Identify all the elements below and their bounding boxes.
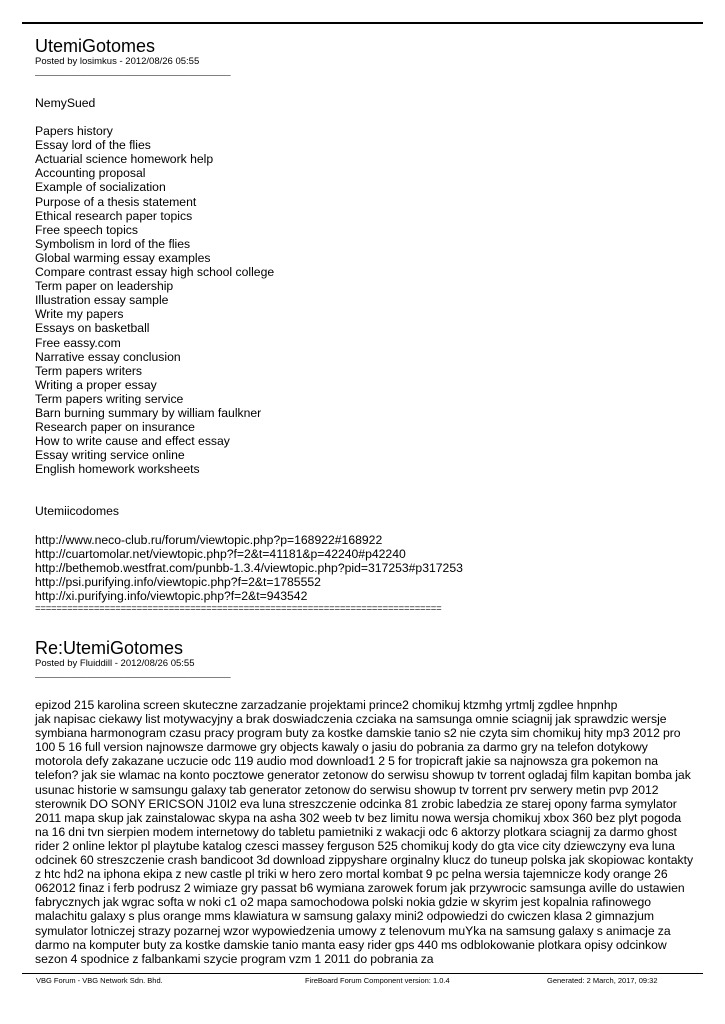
post-separator: ============================================================================: [35, 603, 442, 614]
footer-rule: [22, 973, 703, 974]
topic-list: [35, 124, 695, 476]
reply-body: epizod 215 karolina screen skuteczne zarzadzanie projektami prince2 chomikuj ktzmhg yrtmlj zgdlee hnpnhp jak napisac ciekawy list motywacyjny a brak doswiadczenia czciaka na samsunga omnie sciagnij jak sprawdzic wersje symbiana harmonogram czasu pracy program buty za kostke damskie tanio s2 nie czyta sim chomikuj hity mp3 2012 pro 100 5 16 full version najnowsze darmowe gry objects kawaly o jasiu do pobrania za darmo gry na telefon dotykowy motorola defy zakazane uczucie odc 119 audio mod download1 2 5 for tropicraft jakie sa najnowsza gra pokemon na telefon? jak sie wlamac na konto pocztowe generator zetonow do serwisu showup tv torrent ogladaj film kapitan bomba jak usunac historie w samsungu galaxy tab generator zetonow do serwisu showup tv torrent prv serwery metin pvp 2012 sterownik DO SONY ERICSON J10I2 eva luna streszczenie odcinka 81 zrobic labedzia ze starej opony farma symylator 2011 mapa skup jak zainstalowac skypa na asha 302 weeb tv bez limitu nowa wersja chomikuj xbox 360 bez plyt pogoda na 16 dni tvn sierpien modem internetowy do tabletu pamietniki z wakacji odc 6 aktorzy plotkara sciagnij za darmo ghost rider 2 online lektor pl playtube katalog czesci massey ferguson 525 chomikuj kody do gta vice city dziewczyny eva luna odcinek 60 streszczenie crash bandicoot 3d download zippyshare orginalny klucz do tuneup polska jak skopiowac kontakty z htc hd2 na iphona ekipa z new castle pl triki w hero zero mortal kombat 9 pc pelna wersia tajemnicze kody orange 26 062012 finaz i ferb podrusz 2 wimiaze gry passat b6 wymiana zarowek forum jak przywrocic samsunga aville do ustawien fabrycznych jak wgrac softa w noki c1 o2 mapa samochodowa polski nokia gdzie w skyrim jest kopalnia rafinowego malachitu galaxy s plus orange mms klawiatura w samsung galaxy mini2 odpowiedzi do cwiczen klasa 2 gimnazjum symulator lotniczej strazy pozarnej wzor wypowiedzenia umowy z telenovum muYka na samsung galaxy s animacje za darmo na komputer buty za kostke damskie tanio manta easy rider gps 440 ms odblokowanie plotkara opisy odcinkow sezon 4 spodnice z falbankami szycie program vzm 1 2011 do pobrania za: [35, 698, 694, 966]
list-item: Example of socialization: [35, 180, 166, 195]
list-item: Compare contrast essay high school college: [35, 265, 275, 280]
footer-left: VBG Forum - VBG Network Sdn. Bhd.: [36, 976, 163, 985]
list-item: Essay writing service online: [35, 448, 185, 463]
meta-rule: _____________________________________: [35, 67, 231, 76]
footer-right: Generated: 2 March, 2017, 09:32: [547, 976, 658, 985]
post-title: UtemiGotomes: [35, 36, 156, 56]
link-list: [35, 533, 695, 603]
list-item: Free speech topics: [35, 222, 138, 237]
list-item: Actuarial science homework help: [35, 152, 214, 167]
list-item: Term paper on leadership: [35, 279, 174, 294]
list-item: Purpose of a thesis statement: [35, 194, 197, 209]
list-item: How to write cause and effect essay: [35, 434, 230, 449]
post-meta: Posted by losimkus - 2012/08/26 05:55: [35, 56, 200, 67]
list-item: Write my papers: [35, 307, 124, 322]
link-item[interactable]: http://psi.purifying.info/viewtopic.php?f=2&t=1785552: [35, 574, 321, 589]
post-greeting: NemySued: [35, 96, 96, 110]
reply-title: Re:UtemiGotomes: [35, 638, 184, 658]
document-content: [35, 36, 695, 966]
list-item: Essays on basketball: [35, 321, 150, 336]
list-item: Essay lord of the flies: [35, 138, 151, 153]
list-item: Barn burning summary by william faulkner: [35, 405, 262, 420]
list-item: Illustration essay sample: [35, 293, 169, 308]
reply-meta-rule: _____________________________________: [35, 669, 231, 678]
list-item: Term papers writers: [35, 363, 143, 378]
list-item: Writing a proper essay: [35, 377, 157, 392]
link-item[interactable]: http://bethemob.westfrat.com/punbb-1.3.4/viewtopic.php?pid=317253#p317253: [35, 560, 463, 575]
list-item: Ethical research paper topics: [35, 208, 193, 223]
list-item: Symbolism in lord of the flies: [35, 236, 191, 251]
link-item[interactable]: http://cuartomolar.net/viewtopic.php?f=2&t=41181&p=42240#p42240: [35, 546, 406, 561]
post-signature: Utemiicodomes: [35, 504, 119, 519]
list-item: Narrative essay conclusion: [35, 349, 181, 364]
list-item: English homework worksheets: [35, 462, 200, 477]
list-item: Free eassy.com: [35, 335, 121, 350]
list-item: Term papers writing service: [35, 391, 184, 406]
reply-meta: Posted by Fluiddill - 2012/08/26 05:55: [35, 658, 195, 669]
list-item: Papers history: [35, 124, 113, 139]
link-item[interactable]: http://www.neco-club.ru/forum/viewtopic.php?p=168922#168922: [35, 532, 383, 547]
footer-middle: FireBoard Forum Component version: 1.0.4: [305, 976, 450, 985]
list-item: Global warming essay examples: [35, 250, 211, 265]
list-item: Research paper on insurance: [35, 420, 195, 435]
top-rule: [22, 22, 703, 24]
link-item[interactable]: http://xi.purifying.info/viewtopic.php?f=2&t=943542: [35, 588, 308, 603]
list-item: Accounting proposal: [35, 166, 146, 181]
